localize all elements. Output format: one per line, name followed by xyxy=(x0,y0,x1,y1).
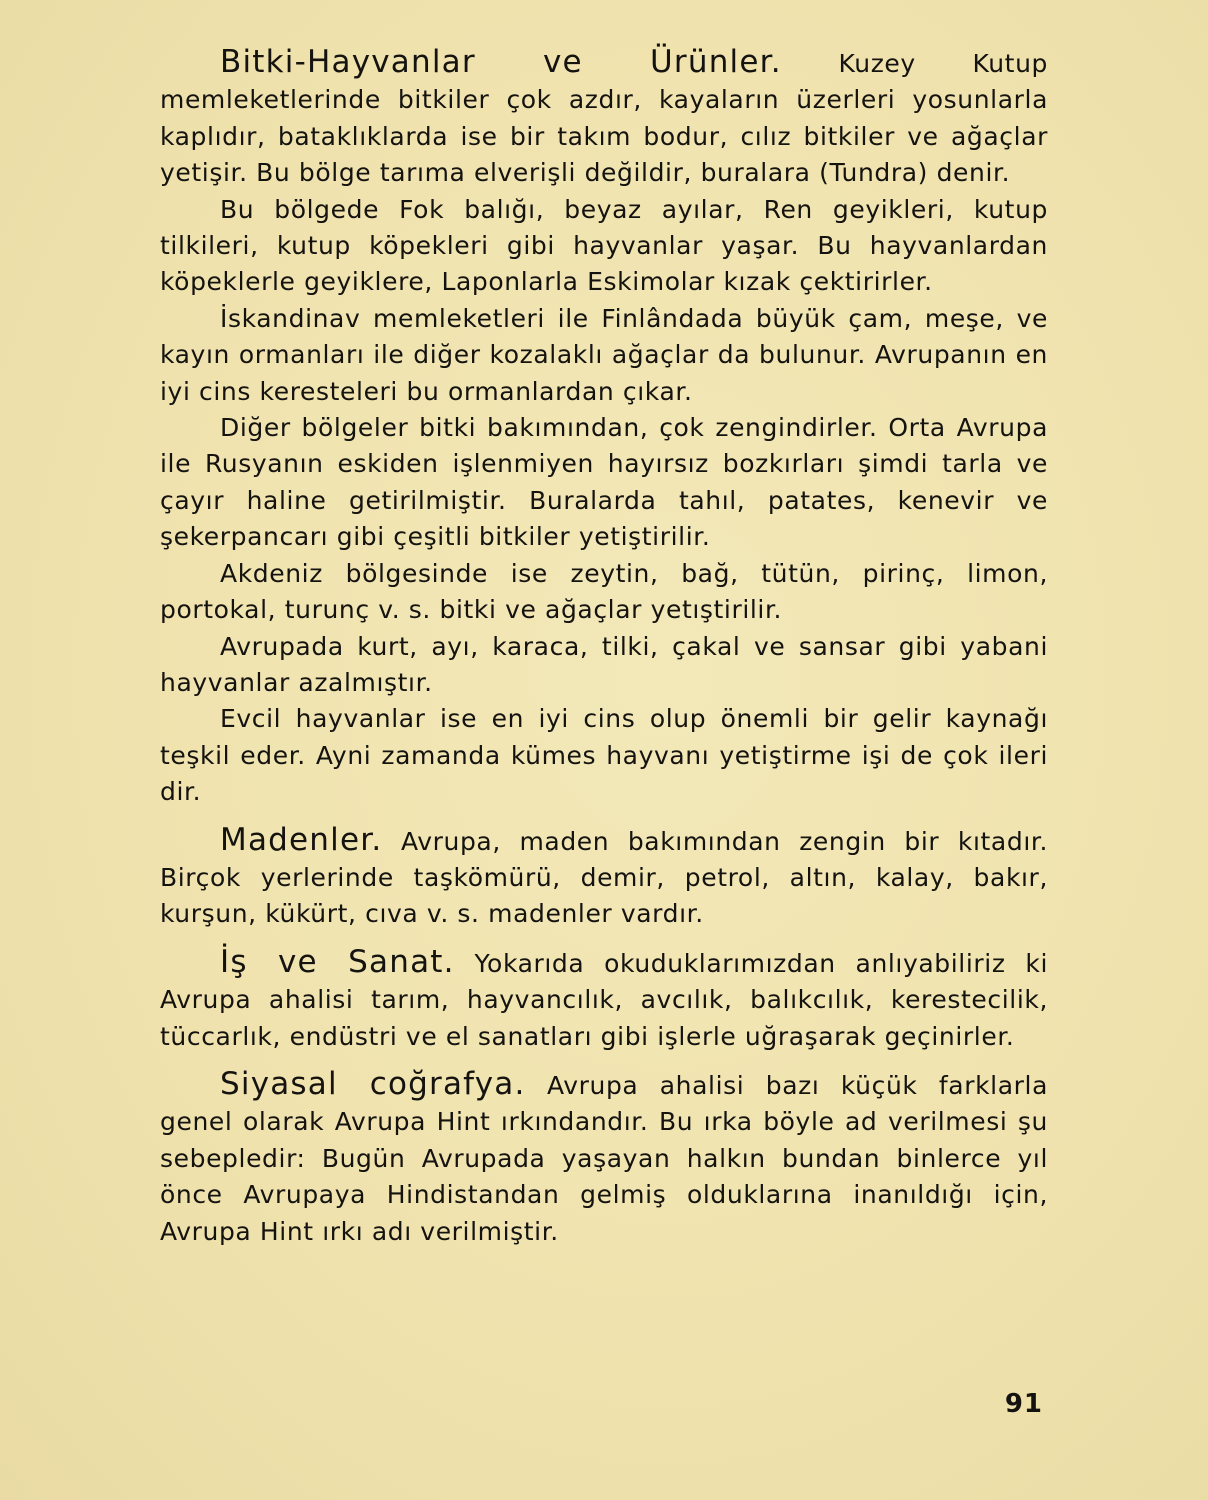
section-heading: Madenler. xyxy=(220,821,383,858)
paragraph-text: Yokarıda okuduklarımızdan anlıyabiliriz ki Avrupa ahalisi tarım, hayvancılık, avcılık, balıkcılık, kerestecilik, tüccarlık, endüstri ve el sanatları gibi işlerle uğraşarak geçinirler. xyxy=(160,948,1048,1051)
section-heading: İş ve Sanat. xyxy=(220,943,455,980)
section-minerals xyxy=(160,822,1048,933)
paragraph: Akdeniz bölgesinde ise zeytin, bağ, tütün, pirinç, limon, portokal, turunç v. s. bitki ve ağaçlar yetıştirilir. xyxy=(160,558,1048,625)
page-number: 91 xyxy=(1004,1389,1043,1419)
paragraph: Bu bölgede Fok balığı, beyaz ayılar, Ren geyikleri, kutup tilkileri, kutup köpekleri gibi hayvanlar yaşar. Bu hayvanlardan köpeklerle geyiklere, Laponlarla Eskimolar kızak çektirirler. xyxy=(160,194,1048,297)
paragraph: İskandinav memleketleri ile Finlândada büyük çam, meşe, ve kayın ormanları ile diğer kozalaklı ağaçlar da bulunur. Avrupanın en iyi cins keresteleri bu ormanlardan çıkar. xyxy=(160,303,1048,406)
page-body xyxy=(160,44,1048,1250)
section-heading: Siyasal coğrafya. xyxy=(220,1065,526,1102)
section-work-industry xyxy=(160,944,1048,1055)
paragraph-text: Avrupa ahalisi bazı küçük farklarla genel olarak Avrupa Hint ırkındandır. Bu ırka böyle ad verilmesi şu sebepledir: Bugün Avrupada yaşayan halkın bundan binlerce yıl önce Avrupaya Hindistandan gelmiş olduklarına inanıldığı için, Avrupa Hint ırkı adı verilmiştir. xyxy=(160,1070,1048,1246)
paragraph-text: Avrupa, maden bakımından zengin bir kıtadır. Birçok yerlerinde taşkömürü, demir, petrol, altın, kalay, bakır, kurşun, kükürt, cıva v. s. madenler vardır. xyxy=(160,826,1048,929)
paragraph: Diğer bölgeler bitki bakımından, çok zengindirler. Orta Avrupa ile Rusyanın eskiden işlenmiyen hayırsız bozkırları şimdi tarla ve çayır haline getirilmiştir. Buralarda tahıl, patates, kenevir ve şekerpancarı gibi çeşitli bitkiler yetiştirilir. xyxy=(160,413,1048,552)
section-heading: Bitki-Hayvanlar ve Ürünler. xyxy=(220,44,782,80)
paragraph: Evcil hayvanlar ise en iyi cins olup önemli bir gelir kaynağı teşkil eder. Ayni zamanda kümes hayvanı yetiştirme işi de çok ileri dir. xyxy=(160,704,1048,807)
paragraph: Avrupada kurt, ayı, karaca, tilki, çakal ve sansar gibi yabani hayvanlar azalmıştır. xyxy=(160,631,1048,697)
section-political-geography xyxy=(160,1066,1048,1250)
section-flora-fauna-intro xyxy=(160,44,1048,192)
paragraph-text: Kuzey Kutup memleketlerinde bitkiler çok azdır, kayaların üzerleri yosunlarla kaplıdır, bataklıklarda ise bir takım bodur, cılız bitkiler ve ağaçlar yetişir. Bu bölge tarıma elverişli değildir, buralara (Tundra) denir. xyxy=(160,49,1049,188)
